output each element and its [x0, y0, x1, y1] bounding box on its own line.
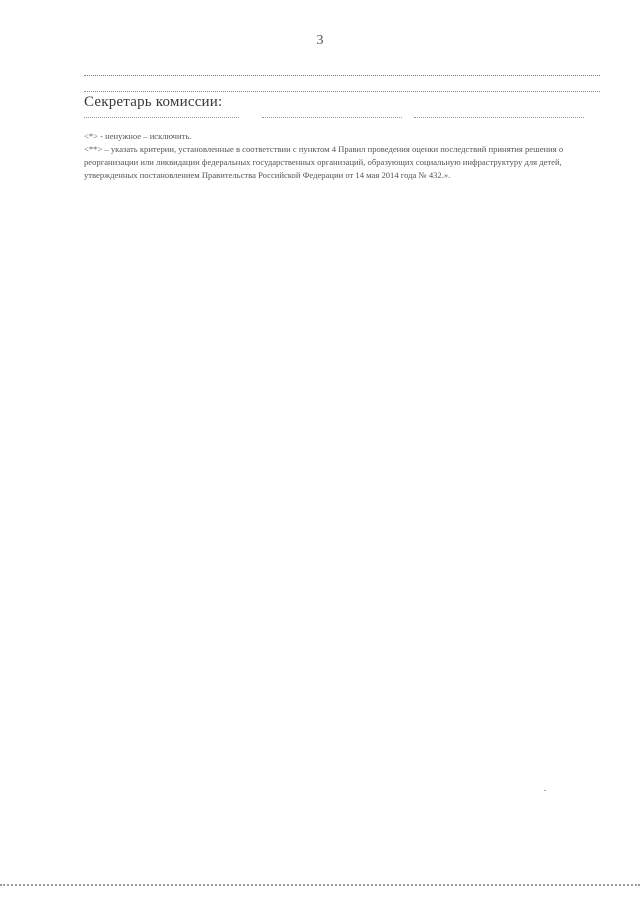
signature-rule-top: [84, 75, 600, 76]
signature-line: [84, 117, 239, 118]
scan-speck: [544, 790, 546, 791]
footnote: <**> – указать критерии, установленные в соответствии с пунктом 4 Правил проведения оценки последствий принятия решения о реорганизации или ликвидации федеральных государственных организаций, образующих социальную инфраструктуру для детей, утвержденных постановлением Правительства Российской Федерации от 14 мая 2014 года № 432.».: [84, 144, 564, 180]
signature-rule: [84, 91, 600, 92]
secretary-label: Секретарь комиссии:: [84, 94, 223, 110]
scan-edge: [0, 884, 640, 886]
signature-line: [414, 117, 584, 118]
signature-line: [262, 117, 402, 118]
footnote: <*> - ненужное – исключить.: [84, 131, 192, 141]
footnotes: [84, 130, 604, 182]
page-number: 3: [316, 33, 324, 48]
